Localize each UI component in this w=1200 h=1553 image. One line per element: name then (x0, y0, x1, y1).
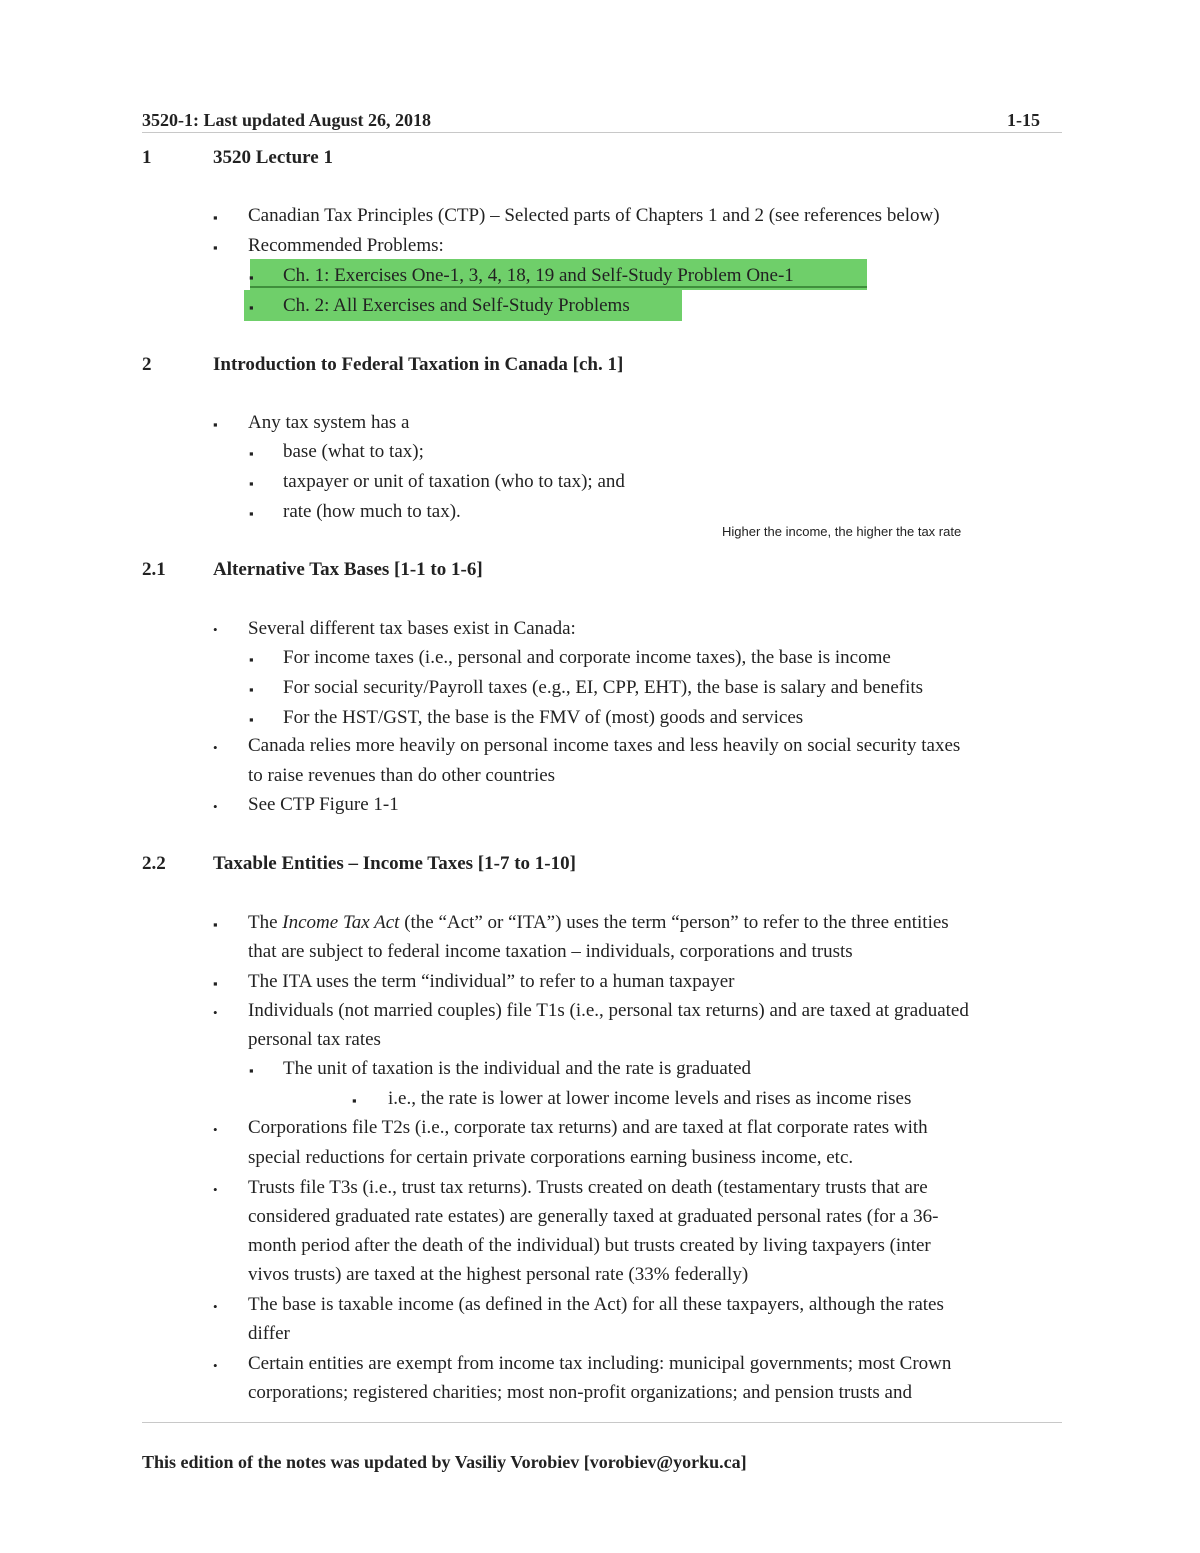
bullet: ▪ (249, 652, 254, 667)
section-title: 3520 Lecture 1 (213, 147, 333, 168)
list-item-continuation: to raise revenues than do other countries (248, 765, 556, 786)
list-item: i.e., the rate is lower at lower income levels and rises as income rises (388, 1088, 912, 1109)
list-item-continuation: considered graduated rate estates) are generally taxed at graduated personal rates (for a 36- (248, 1206, 939, 1227)
list-item-highlighted: Ch. 1: Exercises One-1, 3, 4, 18, 19 and Self-Study Problem One-1 (283, 265, 794, 286)
section-number: 2.2 (142, 853, 166, 874)
list-item: Individuals (not married couples) file T1s (i.e., personal tax returns) and are taxed at graduated (248, 1000, 969, 1021)
list-item: Recommended Problems: (248, 235, 444, 256)
list-item: Canada relies more heavily on personal income taxes and less heavily on social security taxes (248, 735, 961, 756)
list-item: For social security/Payroll taxes (e.g., EI, CPP, EHT), the base is salary and benefits (283, 677, 924, 698)
section-title: Introduction to Federal Taxation in Canada [ch. 1] (213, 354, 624, 375)
list-item: taxpayer or unit of taxation (who to tax); and (283, 471, 625, 492)
bullet: • (213, 1182, 218, 1197)
page-header (142, 108, 1062, 133)
bullet: • (213, 799, 218, 814)
section-number: 2.1 (142, 559, 166, 580)
footer-divider (142, 1422, 1062, 1423)
list-item: Certain entities are exempt from income tax including: municipal governments; most Crown (248, 1353, 952, 1374)
header-title: 3520-1: Last updated August 26, 2018 (142, 110, 432, 130)
bullet: ▪ (249, 300, 254, 315)
list-item: For the HST/GST, the base is the FMV of (most) goods and services (283, 707, 804, 728)
bullet: • (213, 1122, 218, 1137)
list-item-highlighted: Ch. 2: All Exercises and Self-Study Problems (283, 295, 630, 316)
list-item: Corporations file T2s (i.e., corporate tax returns) and are taxed at flat corporate rates with (248, 1117, 928, 1138)
bullet: ▪ (249, 712, 254, 727)
list-item-continuation: vivos trusts) are taxed at the highest personal rate (33% federally) (248, 1264, 749, 1285)
section-title: Taxable Entities – Income Taxes [1-7 to 1-10] (213, 853, 576, 874)
list-item: Trusts file T3s (i.e., trust tax returns). Trusts created on death (testamentary trusts that are (248, 1177, 928, 1198)
act-title-italic: Income Tax Act (282, 912, 400, 933)
bullet: • (213, 1358, 218, 1373)
list-item: See CTP Figure 1-1 (248, 794, 399, 815)
page-footer: This edition of the notes was updated by Vasiliy Vorobiev [vorobiev@yorku.ca] (142, 1452, 747, 1472)
list-item: Several different tax bases exist in Canada: (248, 618, 576, 639)
list-item: rate (how much to tax). (283, 501, 461, 522)
bullet: ▪ (249, 1063, 254, 1078)
bullet: ▪ (213, 917, 218, 932)
list-item-continuation: personal tax rates (248, 1029, 381, 1050)
bullet: ▪ (249, 682, 254, 697)
bullet: ▪ (249, 506, 254, 521)
list-item-continuation: that are subject to federal income taxation – individuals, corporations and trusts (248, 941, 853, 962)
section-number: 2 (142, 354, 152, 375)
bullet: ▪ (213, 210, 218, 225)
bullet: ▪ (213, 240, 218, 255)
list-item: For income taxes (i.e., personal and corporate income taxes), the base is income (283, 647, 891, 668)
section-title: Alternative Tax Bases [1-1 to 1-6] (213, 559, 483, 580)
bullet: • (213, 1299, 218, 1314)
bullet: ▪ (249, 270, 254, 285)
bullet: • (213, 622, 218, 637)
list-item: The base is taxable income (as defined in the Act) for all these taxpayers, although the rates (248, 1294, 944, 1315)
list-item: Any tax system has a (248, 412, 410, 433)
list-item: The unit of taxation is the individual and the rate is graduated (283, 1058, 752, 1079)
bullet: ▪ (249, 446, 254, 461)
section-number: 1 (142, 147, 152, 168)
bullet: • (213, 740, 218, 755)
bullet: • (213, 1005, 218, 1020)
bullet: ▪ (249, 476, 254, 491)
list-item-continuation: month period after the death of the individual) but trusts created by living taxpayers (inter (248, 1235, 931, 1256)
list-item-continuation: special reductions for certain private corporations earning business income, etc. (248, 1147, 854, 1168)
list-item-continuation: corporations; registered charities; most non-profit organizations; and pension trusts and (248, 1382, 912, 1403)
list-item: base (what to tax); (283, 441, 424, 462)
list-item-continuation: differ (248, 1323, 290, 1344)
bullet: ▪ (213, 417, 218, 432)
list-item: The Income Tax Act (the “Act” or “ITA”) uses the term “person” to refer to the three entities (248, 912, 949, 933)
handwritten-annotation: Higher the income, the higher the tax rate (722, 524, 962, 539)
list-item: The ITA uses the term “individual” to refer to a human taxpayer (248, 971, 735, 992)
header-page-number: 1-15 (1007, 110, 1040, 130)
bullet: ▪ (352, 1093, 357, 1108)
bullet: ▪ (213, 976, 218, 991)
list-item: Canadian Tax Principles (CTP) – Selected parts of Chapters 1 and 2 (see references below) (248, 205, 940, 226)
